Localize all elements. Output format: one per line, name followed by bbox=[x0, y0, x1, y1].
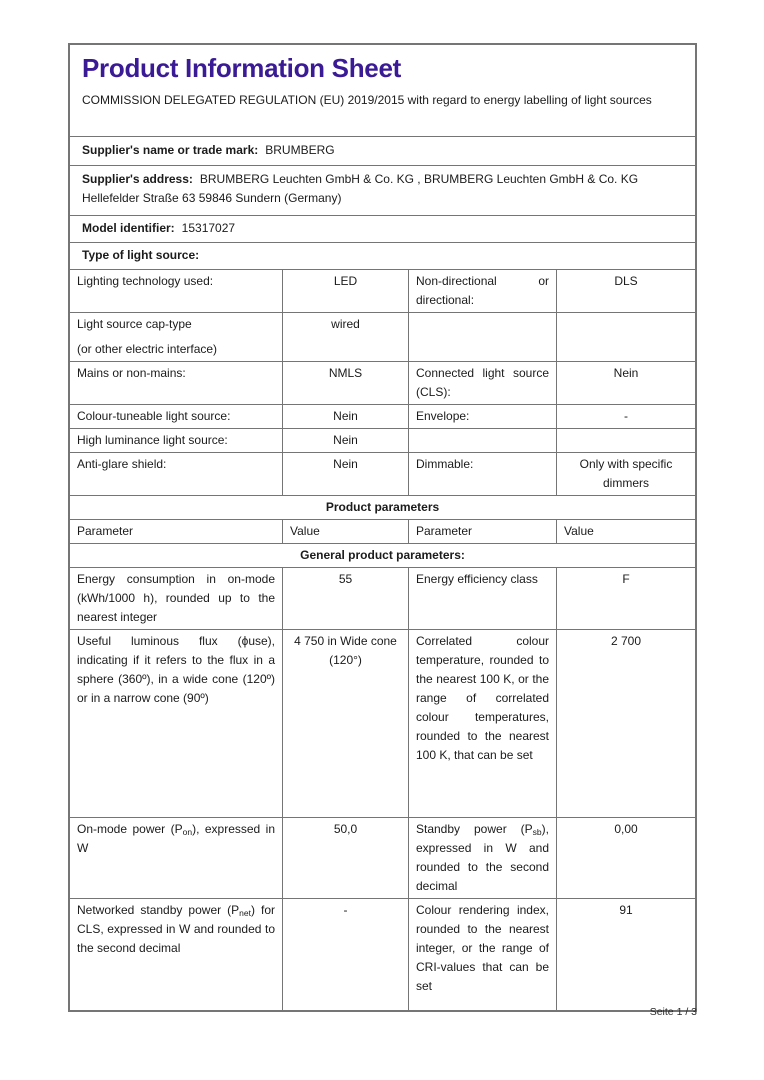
model-identifier-value: 15317027 bbox=[181, 221, 236, 235]
parameter-value: 0,00 bbox=[556, 818, 695, 898]
general-parameters-header: General product parameters: bbox=[300, 548, 465, 562]
column-header: Parameter bbox=[77, 524, 134, 538]
page-number: Seite 1 / 3 bbox=[649, 1006, 697, 1018]
parameter-label: Energy efficiency class bbox=[408, 568, 556, 629]
parameter-value: NMLS bbox=[282, 362, 408, 404]
table-row bbox=[70, 269, 695, 312]
parameter-value: Nein bbox=[282, 405, 408, 428]
parameter-label bbox=[70, 313, 282, 361]
subscript: net bbox=[239, 908, 251, 918]
parameter-value: Only with specific dimmers bbox=[556, 453, 695, 495]
regulation-subtitle: COMMISSION DELEGATED REGULATION (EU) 2019/2015 with regard to energy labelling of light sources bbox=[82, 93, 652, 107]
parameter-value: Nein bbox=[282, 453, 408, 495]
parameter-label: Connected light source (CLS): bbox=[408, 362, 556, 404]
table-row bbox=[70, 215, 695, 242]
type-of-light-source-header: Type of light source: bbox=[82, 248, 200, 262]
parameter-value: wired bbox=[282, 313, 408, 361]
parameter-label: Envelope: bbox=[408, 405, 556, 428]
table-row bbox=[70, 165, 695, 215]
supplier-name-label: Supplier's name or trade mark: bbox=[82, 143, 259, 157]
table-header-row bbox=[70, 519, 695, 543]
table-row bbox=[70, 452, 695, 495]
column-header: Parameter bbox=[408, 520, 556, 543]
parameter-value: DLS bbox=[556, 270, 695, 312]
parameter-value: 91 bbox=[556, 899, 695, 1010]
parameter-label: Lighting technology used: bbox=[77, 274, 214, 288]
table-row bbox=[70, 428, 695, 452]
parameter-label: High luminance light source: bbox=[77, 433, 228, 447]
cap-type-line1: Light source cap-type bbox=[77, 317, 192, 331]
supplier-address-value: BRUMBERG Leuchten GmbH & Co. KG , BRUMBERG Leuchten GmbH & Co. KG Hellefelder Straße 63 59846 Sundern (Germany) bbox=[82, 172, 639, 205]
subscript: sb bbox=[532, 827, 542, 837]
table-row bbox=[70, 543, 695, 567]
parameter-label bbox=[408, 818, 556, 898]
table-row bbox=[70, 312, 695, 361]
parameter-label bbox=[70, 899, 282, 1010]
label-text: On-mode power (P bbox=[77, 822, 183, 836]
parameter-label: Energy consumption in on-mode (kWh/1000 h), rounded up to the nearest integer bbox=[77, 572, 275, 624]
label-text: Networked standby power (P bbox=[77, 903, 240, 917]
table-row bbox=[70, 136, 695, 165]
page-title: Product Information Sheet bbox=[82, 53, 401, 83]
parameter-label: Correlated colour temperature, rounded to the nearest 100 K, or the range of correlated colour temperatures, rounded to the nearest 100 K, that can be set bbox=[408, 630, 556, 817]
table-row bbox=[70, 45, 695, 136]
parameter-label: Anti-glare shield: bbox=[77, 457, 167, 471]
supplier-name-value: BRUMBERG bbox=[265, 143, 335, 157]
parameter-label: Colour rendering index, rounded to the nearest integer, or the range of CRI-values that can be set bbox=[408, 899, 556, 1010]
label-text: Standby power (P bbox=[416, 822, 533, 836]
parameter-value: 4 750 in Wide cone (120°) bbox=[282, 630, 408, 817]
parameter-value: 50,0 bbox=[282, 818, 408, 898]
parameter-value: Nein bbox=[282, 429, 408, 452]
table-row bbox=[70, 629, 695, 817]
label-text: ), expressed in W and rounded to the second decimal bbox=[416, 822, 549, 893]
model-identifier-cell bbox=[70, 216, 695, 242]
parameter-value: 2 700 bbox=[556, 630, 695, 817]
parameter-label bbox=[70, 818, 282, 898]
parameter-value: F bbox=[556, 568, 695, 629]
table-row bbox=[70, 242, 695, 269]
cap-type-line2: (or other electric interface) bbox=[77, 342, 218, 356]
parameter-value: Nein bbox=[556, 362, 695, 404]
column-header: Value bbox=[282, 520, 408, 543]
column-header: Value bbox=[556, 520, 695, 543]
supplier-name-cell bbox=[70, 137, 695, 165]
label-text: ), expressed in W bbox=[77, 822, 276, 855]
table-row bbox=[70, 404, 695, 428]
supplier-address-cell bbox=[70, 166, 695, 215]
parameter-value: 55 bbox=[282, 568, 408, 629]
parameter-value bbox=[556, 313, 695, 361]
parameter-label: Mains or non-mains: bbox=[77, 366, 186, 380]
table-row bbox=[70, 495, 695, 519]
table-row bbox=[70, 898, 695, 1010]
parameter-label: Useful luminous flux (ϕuse), indicating if it refers to the flux in a sphere (360º), in a wide cone (120º) or in a narrow cone (90º) bbox=[77, 634, 275, 705]
parameter-value: LED bbox=[282, 270, 408, 312]
parameter-value bbox=[556, 429, 695, 452]
parameter-label: Non-directional or directional: bbox=[408, 270, 556, 312]
subscript: on bbox=[182, 827, 193, 837]
supplier-address-label: Supplier's address: bbox=[82, 172, 193, 186]
product-information-table bbox=[68, 43, 697, 1012]
parameter-value: - bbox=[282, 899, 408, 1010]
model-identifier-label: Model identifier: bbox=[82, 221, 175, 235]
parameter-label bbox=[408, 429, 556, 452]
table-row bbox=[70, 567, 695, 629]
parameter-value: - bbox=[556, 405, 695, 428]
parameter-label: Colour-tuneable light source: bbox=[77, 409, 231, 423]
product-parameters-header: Product parameters bbox=[325, 500, 440, 514]
parameter-label: Dimmable: bbox=[408, 453, 556, 495]
table-row bbox=[70, 361, 695, 404]
title-cell bbox=[70, 45, 695, 136]
table-row bbox=[70, 817, 695, 898]
parameter-label bbox=[408, 313, 556, 361]
label-text: ) for CLS, expressed in W and rounded to the second decimal bbox=[77, 903, 275, 955]
